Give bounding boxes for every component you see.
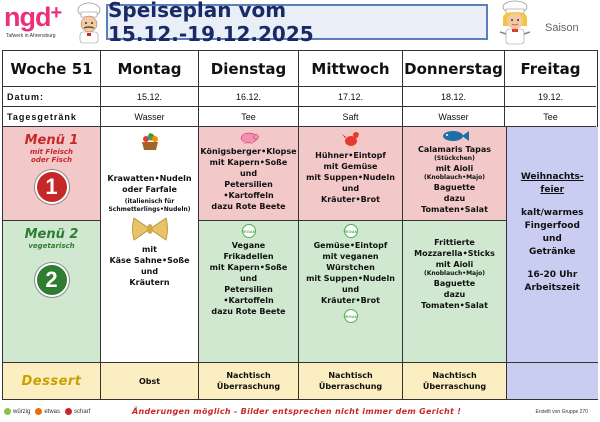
friday-line5: 16-20 Uhr (527, 270, 578, 280)
monday-line1: Krawatten•Nudeln (107, 174, 192, 183)
day-header-thursday: Donnerstag (403, 51, 505, 87)
menu2-number: 2 (35, 263, 69, 297)
thursday-menu1-cell (403, 127, 507, 221)
legend-label: scharf (74, 408, 91, 415)
page-header (0, 0, 600, 46)
thursday-m2-note1: (Knoblauch•Majo) (423, 270, 486, 277)
dessert-tuesday-line2: Überraschung (216, 382, 281, 391)
tuesday-m2-line1: Vegane (231, 241, 266, 250)
menu2-title: Menü 2 (24, 227, 79, 242)
tuesday-m2-line5: Petersilien (224, 285, 273, 294)
tuesday-menu1-cell (199, 127, 299, 221)
dessert-tuesday-line1: Nachtisch (226, 371, 271, 380)
wednesday-m1-line3: mit Suppen•Nudeln (306, 173, 395, 182)
legend-label: würzig (13, 408, 31, 415)
tuesday-m2-line6: •Kartoffeln (223, 296, 274, 305)
drink-row (3, 107, 597, 127)
monday-line5: und (140, 267, 159, 276)
page-footer (0, 403, 600, 422)
day-header-tuesday: Dienstag (199, 51, 299, 87)
pig-icon (238, 130, 260, 144)
tuesday-m2-line2: Frikadellen (223, 252, 274, 261)
date-monday: 15.12. (101, 87, 199, 107)
dessert-thursday-line1: Nachtisch (432, 371, 477, 380)
menu1-number: 1 (35, 170, 69, 204)
friday-title2: feier (540, 185, 565, 195)
friday-line2: Fingerfood (524, 221, 580, 231)
tuesday-m2-line3: mit Kapern•Soße (209, 263, 288, 272)
vegan-badge-icon: VEGAN (242, 224, 256, 238)
vegan-badge-icon: VEGAN (344, 309, 358, 323)
thursday-m1-line4: dazu (443, 194, 466, 203)
tuesday-m1-line4: Petersilien (224, 180, 273, 189)
legend-item-scharf (65, 408, 90, 415)
monday-note1: (italienisch für (124, 198, 175, 205)
drink-thursday: Wasser (403, 107, 505, 127)
date-friday: 19.12. (505, 87, 596, 107)
friday-line3: und (542, 234, 562, 244)
page-title: Speiseplan vom 15.12.-19.12.2025 (108, 0, 314, 46)
monday-line4: Käse Sahne•Soße (109, 256, 190, 265)
date-row (3, 87, 597, 107)
change-notice: Änderungen möglich - Bilder entsprechen nicht immer dem Gericht ! (132, 407, 462, 416)
logo-plus: + (50, 2, 62, 24)
date-thursday: 18.12. (403, 87, 505, 107)
day-header-friday: Freitag (505, 51, 596, 87)
drink-label: Tagesgetränk (3, 107, 101, 127)
dessert-thursday (403, 363, 507, 399)
thursday-m2-line6: Tomaten•Salat (421, 301, 488, 310)
monday-line6: Kräutern (129, 278, 170, 287)
thursday-m2-line2: Mozzarella•Sticks (414, 249, 495, 258)
thursday-m1-line3: Baguette (433, 183, 476, 192)
dessert-monday-text: Obst (138, 376, 161, 386)
thursday-menu2-cell (403, 221, 507, 363)
drink-tuesday: Tee (199, 107, 299, 127)
logo-text: ngd (4, 2, 51, 32)
friday-line1: kalt/warmes (521, 208, 584, 218)
vegetable-basket-icon (139, 131, 161, 151)
dessert-title: Dessert (21, 373, 82, 389)
legend-label: etwas (44, 408, 61, 415)
tuesday-m1-line1: Königsberger•Klopse (200, 147, 297, 156)
date-wednesday: 17.12. (299, 87, 403, 107)
spice-legend (4, 408, 90, 415)
tuesday-m1-line5: •Kartoffeln (223, 191, 274, 200)
tuesday-m1-line6: dazu Rote Beete (211, 202, 286, 211)
menu-table (2, 50, 598, 400)
day-header-wednesday: Mittwoch (299, 51, 403, 87)
monday-dish-cell (101, 127, 199, 363)
farfalle-pasta-icon (130, 215, 170, 243)
thursday-m1-note2: (Knoblauch•Majo) (423, 174, 486, 181)
thursday-m1-line5: Tomaten•Salat (421, 205, 488, 214)
chef-left-icon (74, 2, 104, 44)
wednesday-m2-line2: mit veganen (322, 252, 379, 261)
dessert-wednesday-line2: Überraschung (318, 382, 383, 391)
fish-icon (441, 130, 469, 142)
thursday-m2-line4: Baguette (433, 279, 476, 288)
menu1-label-cell (3, 127, 101, 221)
friday-line6: Arbeitszeit (524, 283, 580, 293)
vegan-badge-icon: VEGAN (344, 224, 358, 238)
tuesday-m1-line3: und (239, 169, 258, 178)
menu1-sub2: oder Fisch (31, 156, 72, 164)
chili-icon (35, 408, 42, 415)
credit-text: Erstellt von Gruppe 270 (535, 409, 588, 415)
chili-hot-icon (65, 408, 72, 415)
menu1-sub1: mit Fleisch (29, 148, 74, 156)
thursday-m1-line1: Calamaris Tapas (417, 145, 492, 154)
legend-item-etwas (35, 408, 60, 415)
wednesday-m1-line4: und (341, 184, 360, 193)
date-label: Datum: (3, 87, 101, 107)
tuesday-menu2-cell (199, 221, 299, 363)
thursday-m1-line2: mit Aioli (435, 164, 474, 173)
ngd-logo (2, 2, 74, 44)
menu1-title: Menü 1 (24, 133, 79, 148)
menu2-sub1: vegetarisch (28, 242, 75, 250)
menu2-label-cell (3, 221, 101, 363)
tuesday-m2-line4: und (239, 274, 258, 283)
logo-subtitle: Tafwerk in Ahrensburg (6, 33, 56, 39)
dessert-wednesday (299, 363, 403, 399)
thursday-m2-line3: mit Aioli (435, 260, 474, 269)
drink-wednesday: Saft (299, 107, 403, 127)
header-row (3, 51, 597, 87)
tuesday-m2-line7: dazu Rote Beete (211, 307, 286, 316)
wednesday-m2-line1: Gemüse•Eintopf (313, 241, 388, 250)
monday-note2: Schmetterlings•Nudeln) (108, 206, 191, 213)
chicken-icon (341, 130, 361, 148)
wednesday-m1-line2: mit Gemüse (323, 162, 378, 171)
wednesday-menu1-cell (299, 127, 403, 221)
thursday-m2-line1: Frittierte (434, 238, 475, 247)
dessert-monday (101, 363, 199, 399)
wednesday-m2-line6: Kräuter•Brot (321, 296, 380, 305)
thursday-m2-line5: dazu (443, 290, 466, 299)
wednesday-m2-line4: mit Suppen•Nudeln (306, 274, 395, 283)
thursday-m1-note1: (Stückchen) (434, 155, 475, 162)
friday-event-cell (507, 127, 598, 363)
dessert-friday (507, 363, 598, 399)
wednesday-m2-line3: Würstchen (326, 263, 375, 272)
drink-monday: Wasser (101, 107, 199, 127)
drink-friday: Tee (505, 107, 596, 127)
tuesday-m1-line2: mit Kapern•Soße (209, 158, 288, 167)
herb-icon (4, 408, 11, 415)
legend-item-wuerzig (4, 408, 30, 415)
week-cell: Woche 51 (3, 51, 101, 87)
wednesday-m1-line5: Kräuter•Brot (321, 195, 380, 204)
dessert-thursday-line2: Überraschung (422, 382, 487, 391)
wednesday-menu2-cell (299, 221, 403, 363)
dessert-wednesday-line1: Nachtisch (328, 371, 373, 380)
friday-line4: Getränke (528, 247, 576, 257)
friday-title1: Weihnachts- (520, 172, 584, 182)
chef-right-icon (492, 0, 538, 46)
date-tuesday: 16.12. (199, 87, 299, 107)
wednesday-m2-line5: und (341, 285, 360, 294)
season-label: Saison (545, 22, 579, 34)
monday-line2: oder Farfale (122, 185, 177, 194)
dessert-tuesday (199, 363, 299, 399)
wednesday-m1-line1: Hühner•Eintopf (315, 151, 386, 160)
dessert-label-cell (3, 363, 101, 399)
monday-line3: mit (142, 245, 157, 254)
title-box (106, 0, 488, 46)
day-header-monday: Montag (101, 51, 199, 87)
